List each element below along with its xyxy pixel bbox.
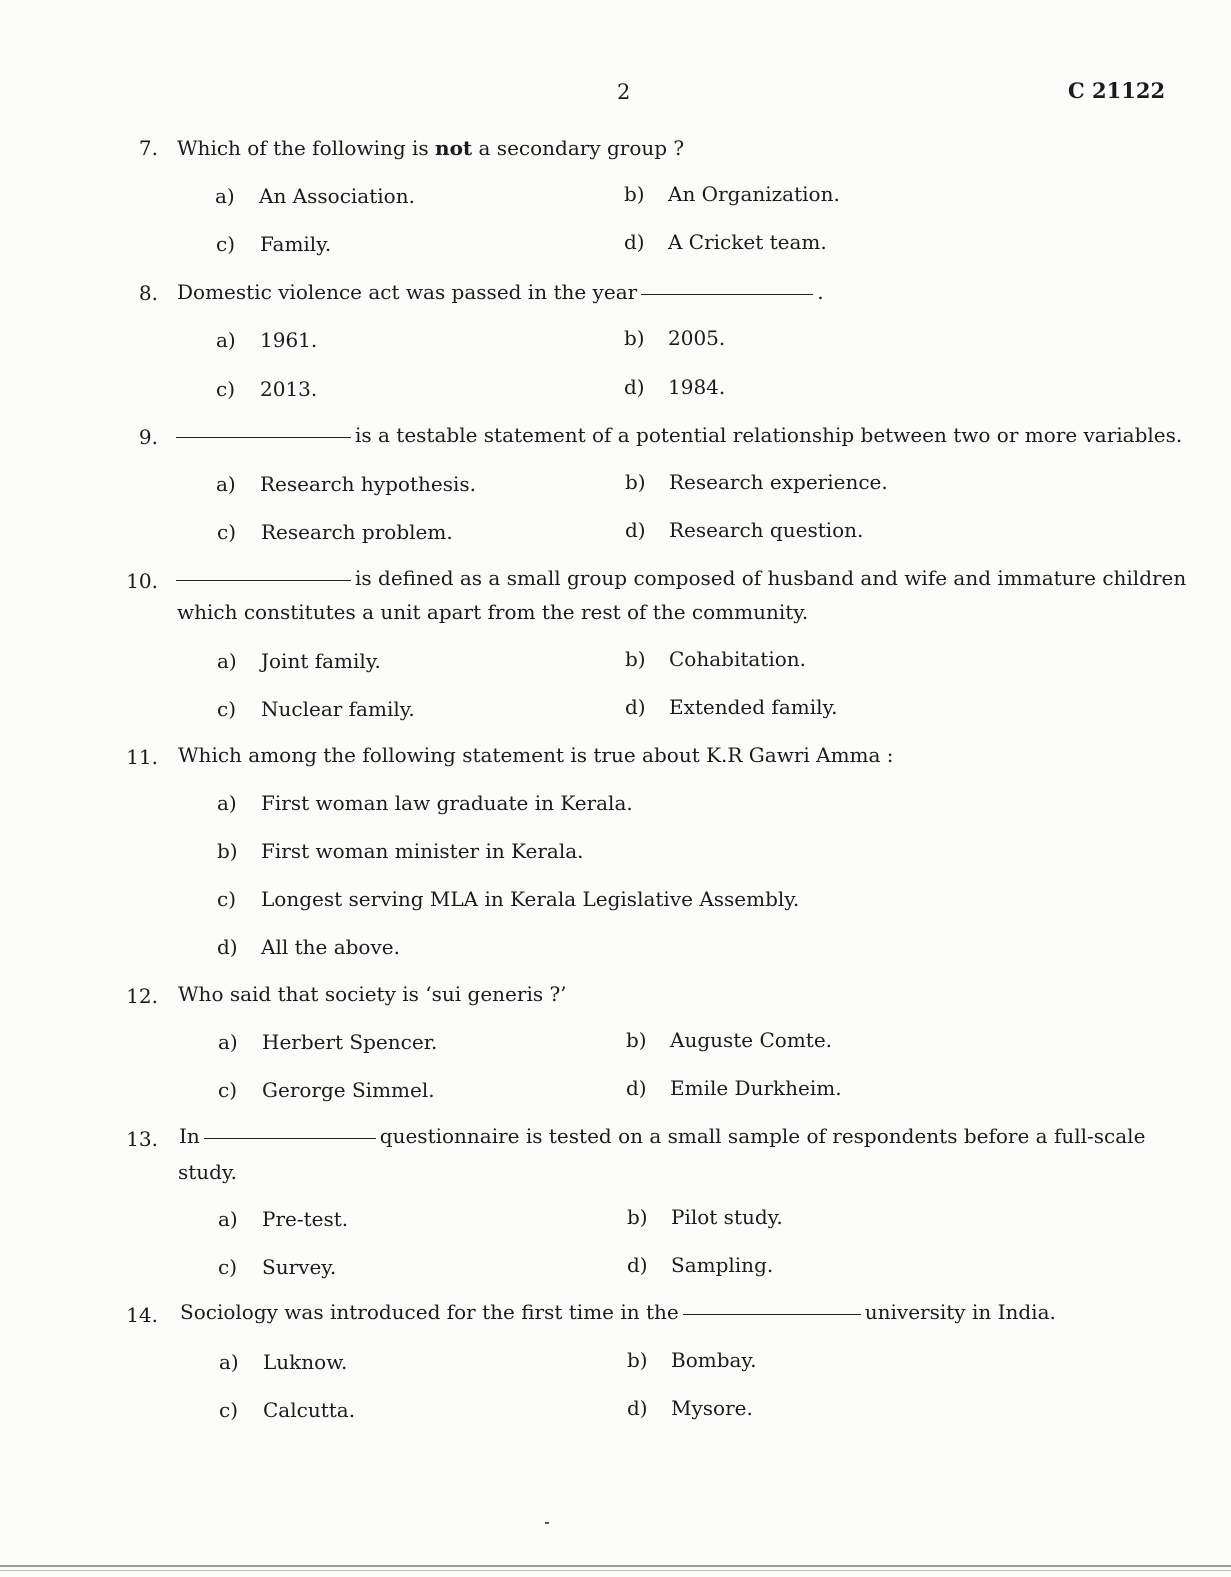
paper-code: C 21122 [1068,78,1166,103]
question-text: In questionnaire is tested on a small sample of respondents before a full-scale [179,1124,1146,1148]
option-d: d) Mysore. [627,1396,753,1420]
question-text: Which of the following is not a secondary group ? [177,136,685,160]
question-number: 13. [126,1127,158,1151]
option-c: c) Research problem. [217,520,453,544]
scan-speck [545,1522,549,1524]
option-b: b) Cohabitation. [625,647,807,671]
option-c: c) Gerorge Simmel. [218,1078,435,1102]
option-a: a) An Association. [215,184,415,208]
emphasis-not: not [435,136,473,160]
option-c: c) Nuclear family. [217,697,415,721]
question-text: is defined as a small group composed of husband and wife and immature children [172,566,1186,590]
question-number: 7. [138,136,158,160]
option-b: b) An Organization. [624,182,840,206]
option-c: c) Family. [216,232,332,256]
option-a: a) First woman law graduate in Kerala. [217,791,633,815]
question-text: is a testable statement of a potential relationship between two or more variables. [172,423,1182,447]
option-b: b) Auguste Comte. [626,1028,833,1052]
option-d: d) Emile Durkheim. [626,1076,842,1100]
option-d: d) All the above. [217,935,400,959]
page-number: 2 [617,80,631,104]
question-text-continued: which constitutes a unit apart from the rest of the community. [177,600,809,624]
answer-blank [176,437,351,438]
question-text: Sociology was introduced for the first time in the university in India. [180,1300,1056,1324]
question-number: 10. [126,569,158,593]
option-b: b) Bombay. [627,1348,757,1372]
option-d: d) A Cricket team. [624,230,827,254]
question-number: 9. [138,425,158,449]
answer-blank [204,1138,376,1139]
option-b: b) 2005. [624,326,726,350]
option-a: a) Pre-test. [218,1207,349,1231]
option-c: c) Longest serving MLA in Kerala Legislative Assembly. [217,887,800,911]
answer-blank [641,294,813,295]
option-c: c) 2013. [216,377,318,401]
answer-blank [683,1314,861,1315]
question-number: 11. [126,745,158,769]
option-c: c) Calcutta. [219,1398,356,1422]
question-number: 14. [126,1303,158,1327]
option-a: a) Luknow. [219,1350,348,1374]
page-bottom-edge [0,1565,1231,1567]
option-a: a) 1961. [216,328,318,352]
question-text: Who said that society is ‘sui generis ?’ [178,982,567,1006]
page-bottom-edge-shadow [0,1570,1231,1571]
question-number: 12. [126,984,158,1008]
answer-blank [176,580,351,581]
option-b: b) Pilot study. [627,1205,783,1229]
option-b: b) First woman minister in Kerala. [217,839,584,863]
option-d: d) Sampling. [627,1253,774,1277]
question-text: Which among the following statement is true about K.R Gawri Amma : [178,743,894,767]
option-a: a) Herbert Spencer. [218,1030,438,1054]
option-d: d) 1984. [624,375,726,399]
option-a: a) Joint family. [217,649,381,673]
option-d: d) Extended family. [625,695,838,719]
question-text-continued: study. [178,1160,237,1184]
question-number: 8. [138,281,158,305]
option-d: d) Research question. [625,518,864,542]
question-text: Domestic violence act was passed in the year . [177,280,824,304]
option-b: b) Research experience. [625,470,888,494]
option-a: a) Research hypothesis. [216,472,476,496]
option-c: c) Survey. [218,1255,337,1279]
